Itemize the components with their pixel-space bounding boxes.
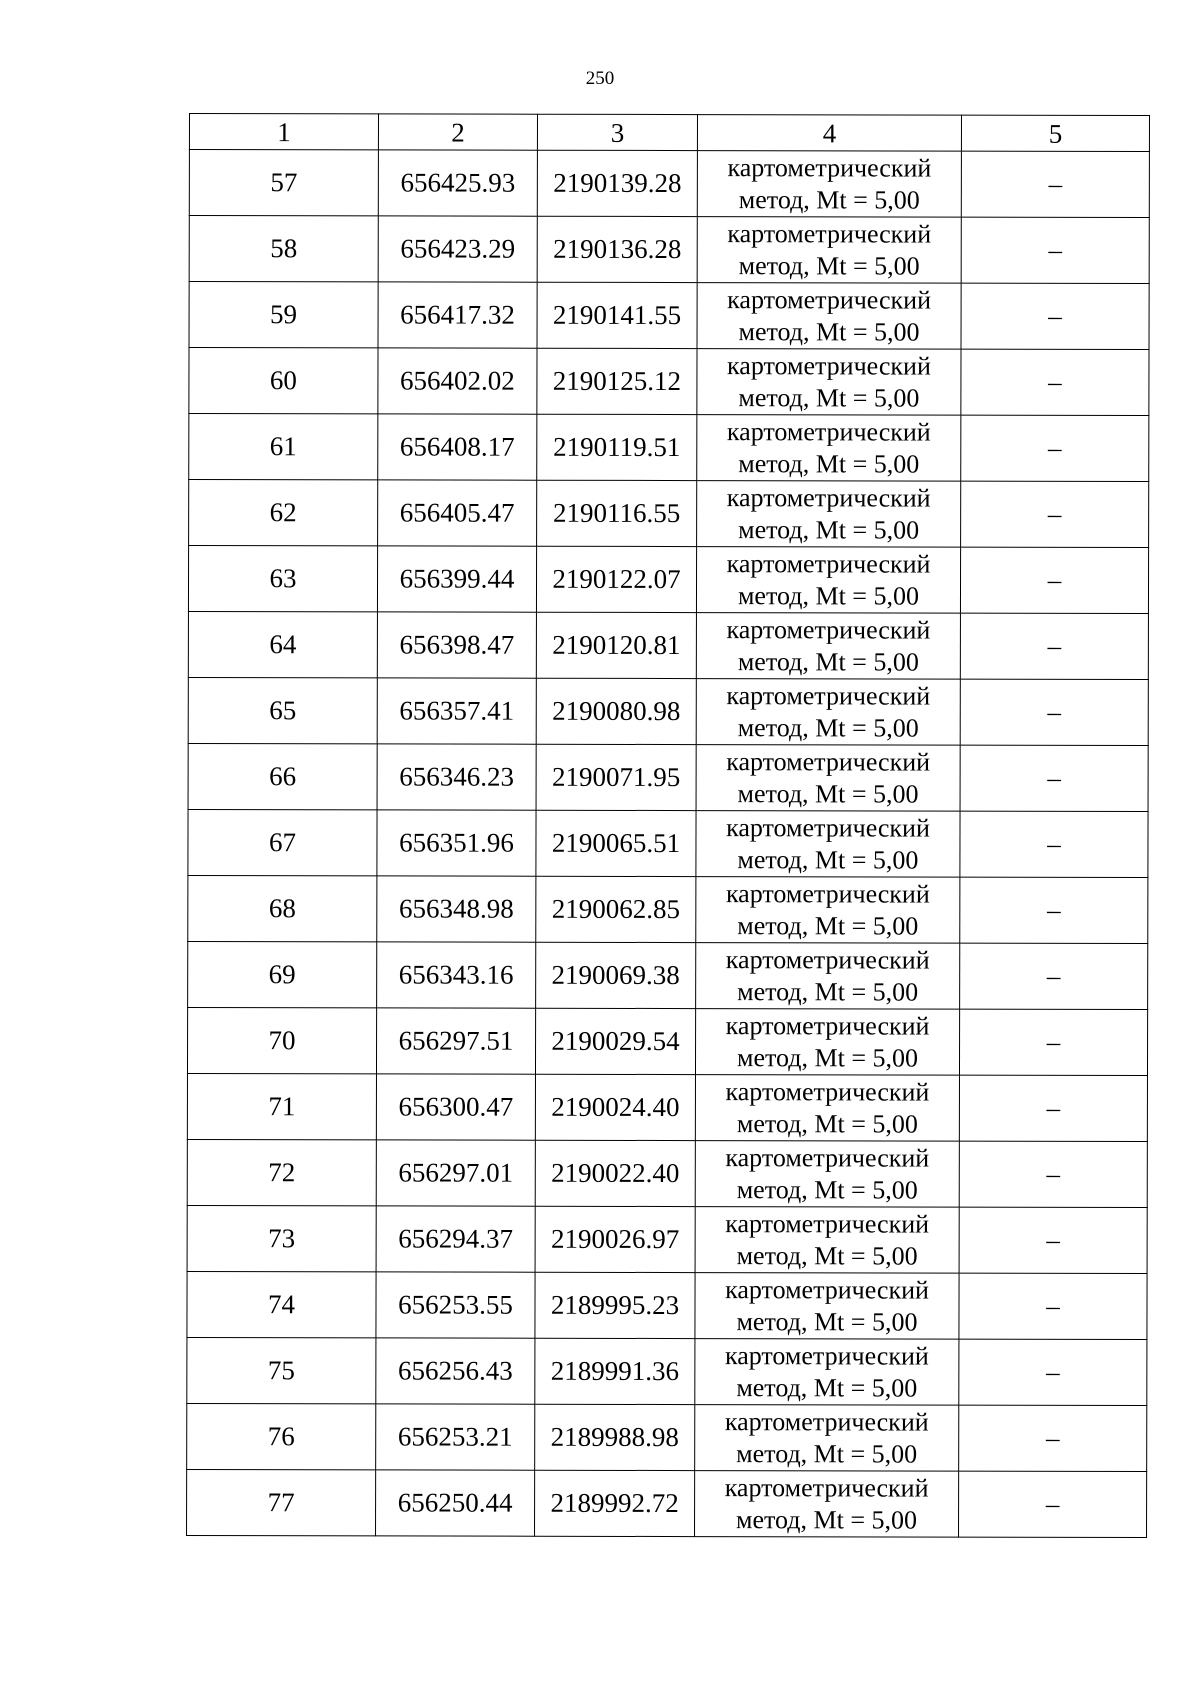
column-5-cell: – bbox=[960, 679, 1148, 745]
method-name: картометрический bbox=[725, 1274, 929, 1305]
method-name: картометрический bbox=[727, 218, 932, 249]
point-number-cell: 70 bbox=[187, 1007, 376, 1073]
x-coordinate-cell: 656253.21 bbox=[376, 1404, 535, 1470]
y-coordinate-cell: 2190125.12 bbox=[537, 348, 697, 414]
column-header-1: 1 bbox=[189, 114, 378, 150]
method-accuracy: метод, Mt = 5,00 bbox=[737, 712, 919, 743]
method-cell bbox=[695, 1339, 959, 1406]
method-name: картометрический bbox=[724, 1340, 929, 1371]
column-5-cell: – bbox=[961, 283, 1149, 349]
column-5-cell: – bbox=[960, 877, 1148, 943]
point-number-cell: 64 bbox=[188, 611, 377, 677]
y-coordinate-cell: 2190120.81 bbox=[536, 612, 696, 678]
point-number-cell: 71 bbox=[187, 1073, 376, 1139]
method-name: картометрический bbox=[726, 482, 931, 513]
method-cell bbox=[695, 1009, 959, 1076]
method-name: картометрический bbox=[725, 1010, 930, 1041]
table-row bbox=[187, 1007, 1147, 1075]
method-accuracy: метод, Mt = 5,00 bbox=[736, 1438, 918, 1469]
table-header bbox=[189, 114, 1149, 152]
column-5-cell: – bbox=[960, 745, 1148, 811]
method-cell bbox=[695, 1471, 959, 1538]
point-number-cell: 66 bbox=[188, 743, 377, 809]
table-row bbox=[189, 150, 1149, 218]
column-header-4: 4 bbox=[697, 115, 961, 152]
method-name: картометрический bbox=[724, 1406, 929, 1437]
method-name: картометрический bbox=[727, 350, 931, 381]
y-coordinate-cell: 2190029.54 bbox=[535, 1008, 695, 1074]
method-accuracy: метод, Mt = 5,00 bbox=[738, 184, 920, 215]
y-coordinate-cell: 2190065.51 bbox=[536, 810, 696, 876]
table-row bbox=[187, 1337, 1147, 1405]
column-5-cell: – bbox=[960, 547, 1148, 613]
method-name: картометрический bbox=[727, 152, 932, 183]
method-cell bbox=[697, 349, 961, 416]
point-number-cell: 76 bbox=[187, 1403, 376, 1469]
y-coordinate-cell: 2190116.55 bbox=[537, 480, 697, 546]
point-number-cell: 75 bbox=[187, 1337, 376, 1403]
column-5-cell: – bbox=[959, 1009, 1147, 1075]
method-name: картометрический bbox=[726, 746, 931, 777]
table-row bbox=[188, 875, 1148, 943]
point-number-cell: 61 bbox=[189, 414, 378, 480]
y-coordinate-cell: 2190069.38 bbox=[536, 942, 696, 1008]
method-cell bbox=[696, 613, 960, 680]
y-coordinate-cell: 2190071.95 bbox=[536, 744, 696, 810]
method-cell bbox=[695, 1273, 959, 1340]
method-cell bbox=[695, 1207, 959, 1274]
table-row bbox=[188, 611, 1148, 679]
point-number-cell: 62 bbox=[189, 480, 378, 546]
method-cell bbox=[696, 811, 960, 878]
x-coordinate-cell: 656294.37 bbox=[376, 1206, 535, 1272]
coordinates-table bbox=[186, 113, 1150, 1538]
y-coordinate-cell: 2190122.07 bbox=[536, 546, 696, 612]
x-coordinate-cell: 656297.51 bbox=[376, 1008, 535, 1074]
method-name: картометрический bbox=[726, 548, 931, 579]
table-row bbox=[189, 480, 1149, 548]
y-coordinate-cell: 2190139.28 bbox=[537, 150, 697, 216]
table-row bbox=[187, 1469, 1147, 1537]
x-coordinate-cell: 656357.41 bbox=[377, 678, 536, 744]
method-accuracy: метод, Mt = 5,00 bbox=[736, 1108, 918, 1139]
x-coordinate-cell: 656405.47 bbox=[378, 480, 537, 546]
method-name: картометрический bbox=[725, 944, 930, 975]
x-coordinate-cell: 656423.29 bbox=[378, 216, 537, 282]
x-coordinate-cell: 656425.93 bbox=[378, 150, 537, 216]
method-accuracy: метод, Mt = 5,00 bbox=[738, 316, 920, 347]
y-coordinate-cell: 2190026.97 bbox=[535, 1206, 695, 1272]
point-number-cell: 67 bbox=[188, 809, 377, 875]
method-cell bbox=[695, 1141, 959, 1208]
x-coordinate-cell: 656253.55 bbox=[376, 1272, 535, 1338]
method-cell bbox=[696, 547, 960, 614]
method-cell bbox=[697, 415, 961, 482]
column-5-cell: – bbox=[960, 943, 1148, 1009]
table-row bbox=[188, 546, 1148, 614]
method-cell bbox=[696, 745, 960, 812]
method-accuracy: метод, Mt = 5,00 bbox=[736, 1504, 918, 1535]
method-name: картометрический bbox=[725, 878, 930, 909]
table-row bbox=[188, 743, 1148, 811]
y-coordinate-cell: 2189988.98 bbox=[535, 1404, 695, 1470]
method-name: картометрический bbox=[725, 1142, 930, 1173]
table-row bbox=[187, 1073, 1147, 1141]
method-name: картометрический bbox=[726, 812, 930, 843]
x-coordinate-cell: 656351.96 bbox=[377, 810, 536, 876]
column-5-cell: – bbox=[961, 151, 1149, 217]
method-accuracy: метод, Mt = 5,00 bbox=[737, 580, 920, 611]
table-row bbox=[189, 216, 1149, 284]
point-number-cell: 69 bbox=[188, 941, 377, 1007]
header-row bbox=[189, 114, 1149, 152]
y-coordinate-cell: 2190119.51 bbox=[537, 414, 697, 480]
method-accuracy: метод, Mt = 5,00 bbox=[737, 778, 919, 809]
y-coordinate-cell: 2190080.98 bbox=[536, 678, 696, 744]
page-number: 250 bbox=[585, 68, 615, 89]
method-accuracy: метод, Mt = 5,00 bbox=[737, 910, 919, 941]
x-coordinate-cell: 656300.47 bbox=[376, 1074, 535, 1140]
table-row bbox=[187, 1139, 1147, 1207]
column-header-3: 3 bbox=[537, 114, 697, 150]
column-5-cell: – bbox=[960, 811, 1148, 877]
point-number-cell: 60 bbox=[189, 348, 378, 414]
method-cell bbox=[695, 1405, 959, 1472]
table-row bbox=[187, 1403, 1147, 1471]
x-coordinate-cell: 656250.44 bbox=[376, 1470, 535, 1536]
method-cell bbox=[697, 217, 961, 284]
point-number-cell: 73 bbox=[187, 1205, 376, 1271]
column-5-cell: – bbox=[959, 1075, 1147, 1141]
x-coordinate-cell: 656256.43 bbox=[376, 1338, 535, 1404]
method-cell bbox=[696, 877, 960, 944]
method-accuracy: метод, Mt = 5,00 bbox=[738, 250, 920, 281]
method-accuracy: метод, Mt = 5,00 bbox=[736, 1306, 918, 1337]
method-cell bbox=[697, 283, 961, 350]
method-cell bbox=[696, 679, 960, 746]
column-5-cell: – bbox=[961, 217, 1149, 283]
method-name: картометрический bbox=[725, 1208, 930, 1239]
table-row bbox=[189, 414, 1149, 482]
point-number-cell: 68 bbox=[188, 875, 377, 941]
point-number-cell: 77 bbox=[187, 1469, 376, 1535]
method-accuracy: метод, Mt = 5,00 bbox=[738, 382, 920, 413]
x-coordinate-cell: 656417.32 bbox=[378, 282, 537, 348]
method-accuracy: метод, Mt = 5,00 bbox=[737, 646, 919, 677]
method-name: картометрический bbox=[726, 416, 931, 447]
y-coordinate-cell: 2190022.40 bbox=[535, 1140, 695, 1206]
x-coordinate-cell: 656297.01 bbox=[376, 1140, 535, 1206]
method-accuracy: метод, Mt = 5,00 bbox=[736, 1042, 919, 1073]
x-coordinate-cell: 656343.16 bbox=[377, 942, 536, 1008]
column-5-cell: – bbox=[959, 1471, 1147, 1537]
method-accuracy: метод, Mt = 5,00 bbox=[736, 1372, 918, 1403]
method-name: картометрический bbox=[725, 1076, 930, 1107]
y-coordinate-cell: 2189991.36 bbox=[535, 1338, 695, 1404]
column-5-cell: – bbox=[961, 481, 1149, 547]
method-name: картометрический bbox=[724, 1472, 929, 1503]
y-coordinate-cell: 2190062.85 bbox=[536, 876, 696, 942]
column-header-5: 5 bbox=[961, 115, 1149, 151]
point-number-cell: 58 bbox=[189, 216, 378, 282]
method-name: картометрический bbox=[727, 284, 932, 315]
x-coordinate-cell: 656398.47 bbox=[377, 612, 536, 678]
table-row bbox=[189, 348, 1149, 416]
table-row bbox=[187, 1271, 1147, 1339]
method-cell bbox=[697, 481, 961, 548]
point-number-cell: 59 bbox=[189, 282, 378, 348]
method-accuracy: метод, Mt = 5,00 bbox=[736, 1240, 918, 1271]
table-row bbox=[188, 941, 1148, 1009]
method-cell bbox=[695, 1075, 959, 1142]
method-accuracy: метод, Mt = 5,00 bbox=[736, 1174, 918, 1205]
method-accuracy: метод, Mt = 5,00 bbox=[737, 844, 919, 875]
y-coordinate-cell: 2190136.28 bbox=[537, 216, 697, 282]
table-body bbox=[187, 150, 1150, 1538]
y-coordinate-cell: 2189992.72 bbox=[535, 1470, 695, 1536]
y-coordinate-cell: 2189995.23 bbox=[535, 1272, 695, 1338]
column-5-cell: – bbox=[961, 349, 1149, 415]
y-coordinate-cell: 2190024.40 bbox=[535, 1074, 695, 1140]
table-row bbox=[188, 677, 1148, 745]
column-5-cell: – bbox=[959, 1405, 1147, 1471]
y-coordinate-cell: 2190141.55 bbox=[537, 282, 697, 348]
method-name: картометрический bbox=[726, 680, 931, 711]
column-5-cell: – bbox=[959, 1207, 1147, 1273]
table-row bbox=[188, 809, 1148, 877]
table-row bbox=[189, 282, 1149, 350]
column-5-cell: – bbox=[959, 1273, 1147, 1339]
column-5-cell: – bbox=[959, 1141, 1147, 1207]
point-number-cell: 65 bbox=[188, 677, 377, 743]
point-number-cell: 63 bbox=[188, 546, 377, 612]
method-accuracy: метод, Mt = 5,00 bbox=[738, 448, 920, 479]
x-coordinate-cell: 656346.23 bbox=[377, 744, 536, 810]
column-5-cell: – bbox=[959, 1339, 1147, 1405]
method-cell bbox=[696, 943, 960, 1010]
table-row bbox=[187, 1205, 1147, 1273]
column-5-cell: – bbox=[960, 613, 1148, 679]
method-cell bbox=[697, 151, 961, 218]
x-coordinate-cell: 656348.98 bbox=[377, 876, 536, 942]
method-accuracy: метод, Mt = 5,00 bbox=[737, 976, 919, 1007]
method-name: картометрический bbox=[726, 614, 931, 645]
method-accuracy: метод, Mt = 5,00 bbox=[738, 514, 920, 545]
x-coordinate-cell: 656399.44 bbox=[377, 546, 536, 612]
point-number-cell: 74 bbox=[187, 1271, 376, 1337]
x-coordinate-cell: 656402.02 bbox=[378, 348, 537, 414]
column-header-2: 2 bbox=[378, 114, 537, 150]
column-5-cell: – bbox=[961, 415, 1149, 481]
point-number-cell: 72 bbox=[187, 1139, 376, 1205]
point-number-cell: 57 bbox=[189, 150, 378, 216]
x-coordinate-cell: 656408.17 bbox=[378, 414, 537, 480]
